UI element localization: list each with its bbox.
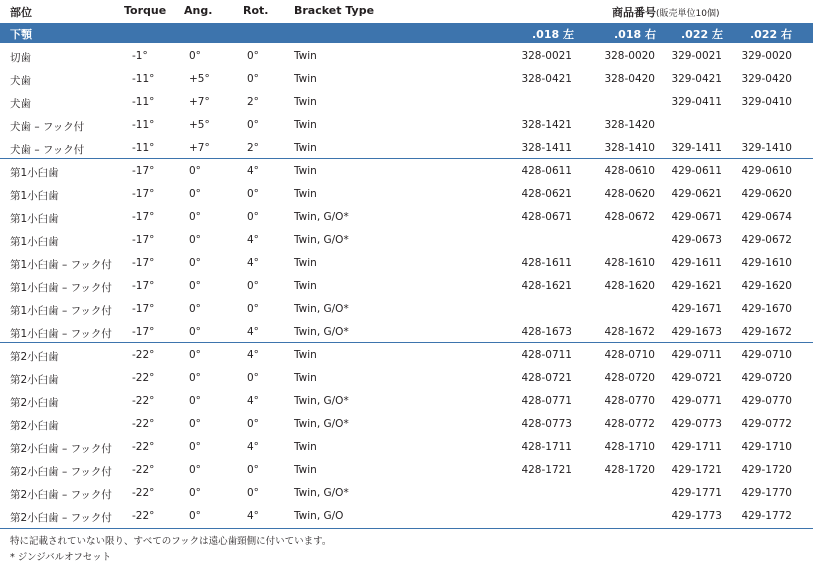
cell-022-right: 329-0020 xyxy=(741,50,792,62)
cell-rotation: 0° xyxy=(247,418,259,430)
col-018-right: .018 右 xyxy=(614,28,656,41)
cell-018-left: 328-1411 xyxy=(521,142,572,154)
cell-022-left: 429-0721 xyxy=(671,372,722,384)
group-divider xyxy=(0,158,813,159)
cell-torque: -22° xyxy=(132,510,155,522)
footnote-hooks: 特に記載されていない限り、すべてのフックは遠心歯頸側に付いています。 xyxy=(10,536,332,547)
cell-position: 犬歯 xyxy=(10,98,31,110)
cell-018-right: 428-1610 xyxy=(604,257,655,269)
cell-022-right: 429-0610 xyxy=(741,165,792,177)
cell-022-left: 429-1671 xyxy=(671,303,722,315)
cell-bracket-type: Twin xyxy=(294,464,317,476)
cell-torque: -17° xyxy=(132,303,155,315)
cell-018-left: 428-0611 xyxy=(521,165,572,177)
table-row xyxy=(0,183,813,206)
cell-position: 第1小臼歯 – フック付 xyxy=(10,282,112,294)
header-torque: Torque xyxy=(124,4,167,17)
cell-022-left: 429-0671 xyxy=(671,211,722,223)
cell-018-left: 428-0721 xyxy=(521,372,572,384)
cell-018-right: 428-1720 xyxy=(604,464,655,476)
cell-022-right: 429-0674 xyxy=(741,211,792,223)
cell-torque: -17° xyxy=(132,234,155,246)
cell-022-left: 429-0711 xyxy=(671,349,722,361)
cell-rotation: 4° xyxy=(247,257,259,269)
cell-022-right: 429-0770 xyxy=(741,395,792,407)
cell-022-left: 329-0021 xyxy=(671,50,722,62)
cell-position: 第1小臼歯 – フック付 xyxy=(10,305,112,317)
cell-position: 第2小臼歯 – フック付 xyxy=(10,466,112,478)
table-bottom-rule xyxy=(0,528,813,529)
cell-022-left: 429-1771 xyxy=(671,487,722,499)
cell-018-right: 428-0770 xyxy=(604,395,655,407)
cell-torque: -22° xyxy=(132,464,155,476)
table-header xyxy=(0,0,813,22)
cell-018-right: 428-0772 xyxy=(604,418,655,430)
table-row xyxy=(0,206,813,229)
cell-022-right: 429-0720 xyxy=(741,372,792,384)
cell-bracket-type: Twin, G/O* xyxy=(294,487,349,499)
cell-torque: -17° xyxy=(132,326,155,338)
cell-angulation: 0° xyxy=(189,257,201,269)
cell-position: 第2小臼歯 – フック付 xyxy=(10,512,112,524)
table-row xyxy=(0,68,813,91)
cell-torque: -22° xyxy=(132,487,155,499)
cell-022-left: 329-0411 xyxy=(671,96,722,108)
header-bracket-type: Bracket Type xyxy=(294,4,375,17)
cell-angulation: 0° xyxy=(189,510,201,522)
cell-rotation: 0° xyxy=(247,280,259,292)
cell-angulation: 0° xyxy=(189,280,201,292)
table-row xyxy=(0,275,813,298)
cell-position: 犬歯 – フック付 xyxy=(10,144,85,156)
cell-bracket-type: Twin, G/O* xyxy=(294,418,349,430)
cell-position: 第2小臼歯 xyxy=(10,420,59,432)
cell-rotation: 4° xyxy=(247,165,259,177)
cell-torque: -17° xyxy=(132,188,155,200)
cell-022-right: 429-1620 xyxy=(741,280,792,292)
table-row xyxy=(0,459,813,482)
table-row xyxy=(0,298,813,321)
cell-018-right: 428-1672 xyxy=(604,326,655,338)
cell-rotation: 0° xyxy=(247,303,259,315)
table-row xyxy=(0,252,813,275)
cell-bracket-type: Twin, G/O* xyxy=(294,211,349,223)
cell-rotation: 4° xyxy=(247,395,259,407)
cell-rotation: 0° xyxy=(247,73,259,85)
table-row xyxy=(0,436,813,459)
sales-unit-label: (販売単位10個) xyxy=(656,9,720,19)
col-022-right: .022 右 xyxy=(750,28,792,41)
cell-022-right: 329-0420 xyxy=(741,73,792,85)
cell-018-left: 328-1421 xyxy=(521,119,572,131)
cell-position: 第1小臼歯 xyxy=(10,236,59,248)
cell-torque: -1° xyxy=(132,50,148,62)
cell-bracket-type: Twin xyxy=(294,280,317,292)
header-rotation: Rot. xyxy=(243,4,269,17)
cell-022-left: 429-1673 xyxy=(671,326,722,338)
cell-018-right: 428-0620 xyxy=(604,188,655,200)
cell-022-right: 429-1770 xyxy=(741,487,792,499)
cell-torque: -11° xyxy=(132,142,155,154)
cell-angulation: 0° xyxy=(189,188,201,200)
cell-position: 第2小臼歯 – フック付 xyxy=(10,443,112,455)
cell-018-right: 428-1710 xyxy=(604,441,655,453)
cell-torque: -22° xyxy=(132,372,155,384)
cell-torque: -17° xyxy=(132,165,155,177)
cell-022-right: 429-1610 xyxy=(741,257,792,269)
cell-018-left: 428-0773 xyxy=(521,418,572,430)
cell-rotation: 0° xyxy=(247,119,259,131)
table-row xyxy=(0,413,813,436)
cell-angulation: +5° xyxy=(189,119,210,131)
cell-018-left: 428-0621 xyxy=(521,188,572,200)
cell-bracket-type: Twin, G/O* xyxy=(294,234,349,246)
cell-018-left: 428-1621 xyxy=(521,280,572,292)
col-022-left: .022 左 xyxy=(681,28,723,41)
cell-bracket-type: Twin xyxy=(294,96,317,108)
cell-022-left: 429-0621 xyxy=(671,188,722,200)
cell-torque: -22° xyxy=(132,349,155,361)
cell-022-left: 429-1773 xyxy=(671,510,722,522)
cell-018-left: 428-0771 xyxy=(521,395,572,407)
cell-022-right: 429-0620 xyxy=(741,188,792,200)
cell-position: 第1小臼歯 – フック付 xyxy=(10,259,112,271)
cell-torque: -11° xyxy=(132,119,155,131)
col-018-left: .018 左 xyxy=(532,28,574,41)
cell-022-right: 429-1670 xyxy=(741,303,792,315)
cell-angulation: 0° xyxy=(189,211,201,223)
cell-torque: -17° xyxy=(132,257,155,269)
cell-angulation: +7° xyxy=(189,142,210,154)
cell-018-right: 428-0720 xyxy=(604,372,655,384)
cell-018-left: 428-1673 xyxy=(521,326,572,338)
cell-022-left: 329-0421 xyxy=(671,73,722,85)
part-number-label: 商品番号 xyxy=(612,6,656,19)
cell-018-right: 328-0420 xyxy=(604,73,655,85)
cell-torque: -22° xyxy=(132,395,155,407)
cell-022-left: 429-1621 xyxy=(671,280,722,292)
cell-torque: -11° xyxy=(132,96,155,108)
cell-022-left: 429-0611 xyxy=(671,165,722,177)
cell-rotation: 0° xyxy=(247,50,259,62)
footnote-gingival-offset: * ジンジバルオフセット xyxy=(10,552,112,563)
cell-018-left: 328-0421 xyxy=(521,73,572,85)
table-row xyxy=(0,137,813,160)
cell-rotation: 4° xyxy=(247,234,259,246)
cell-022-right: 429-0772 xyxy=(741,418,792,430)
cell-bracket-type: Twin xyxy=(294,50,317,62)
cell-022-left: 429-1711 xyxy=(671,441,722,453)
cell-018-right: 428-0710 xyxy=(604,349,655,361)
cell-position: 第1小臼歯 xyxy=(10,167,59,179)
table-row xyxy=(0,321,813,344)
cell-torque: -22° xyxy=(132,441,155,453)
cell-018-left: 428-1611 xyxy=(521,257,572,269)
cell-position: 第1小臼歯 xyxy=(10,190,59,202)
cell-bracket-type: Twin, G/O xyxy=(294,510,344,522)
cell-angulation: 0° xyxy=(189,487,201,499)
cell-bracket-type: Twin xyxy=(294,73,317,85)
cell-rotation: 4° xyxy=(247,510,259,522)
cell-022-right: 429-0710 xyxy=(741,349,792,361)
cell-angulation: 0° xyxy=(189,326,201,338)
cell-018-right: 428-0610 xyxy=(604,165,655,177)
cell-rotation: 0° xyxy=(247,487,259,499)
cell-bracket-type: Twin xyxy=(294,119,317,131)
table-row xyxy=(0,91,813,114)
table-row xyxy=(0,229,813,252)
cell-018-right: 428-0672 xyxy=(604,211,655,223)
cell-position: 第2小臼歯 xyxy=(10,374,59,386)
cell-rotation: 4° xyxy=(247,349,259,361)
section-title: 下顎 xyxy=(10,28,32,41)
cell-022-right: 329-1410 xyxy=(741,142,792,154)
cell-bracket-type: Twin, G/O* xyxy=(294,303,349,315)
cell-rotation: 0° xyxy=(247,464,259,476)
cell-position: 第2小臼歯 xyxy=(10,351,59,363)
cell-022-right: 429-1710 xyxy=(741,441,792,453)
cell-angulation: 0° xyxy=(189,372,201,384)
cell-angulation: +5° xyxy=(189,73,210,85)
cell-018-left: 328-0021 xyxy=(521,50,572,62)
cell-angulation: 0° xyxy=(189,50,201,62)
cell-bracket-type: Twin xyxy=(294,372,317,384)
table-row xyxy=(0,482,813,505)
cell-angulation: 0° xyxy=(189,165,201,177)
cell-angulation: 0° xyxy=(189,349,201,361)
cell-018-left: 428-0711 xyxy=(521,349,572,361)
table-row xyxy=(0,344,813,367)
table-row xyxy=(0,505,813,528)
cell-rotation: 0° xyxy=(247,211,259,223)
header-position: 部位 xyxy=(10,6,32,19)
cell-bracket-type: Twin xyxy=(294,257,317,269)
cell-018-right: 328-0020 xyxy=(604,50,655,62)
cell-bracket-type: Twin, G/O* xyxy=(294,395,349,407)
cell-022-right: 429-0672 xyxy=(741,234,792,246)
cell-022-right: 329-0410 xyxy=(741,96,792,108)
cell-position: 第2小臼歯 – フック付 xyxy=(10,489,112,501)
cell-018-left: 428-1721 xyxy=(521,464,572,476)
cell-rotation: 2° xyxy=(247,142,259,154)
cell-bracket-type: Twin xyxy=(294,349,317,361)
table-row xyxy=(0,390,813,413)
table-row xyxy=(0,160,813,183)
cell-018-right: 328-1420 xyxy=(604,119,655,131)
cell-torque: -22° xyxy=(132,418,155,430)
cell-018-right: 428-1620 xyxy=(604,280,655,292)
cell-torque: -11° xyxy=(132,73,155,85)
section-band xyxy=(0,23,813,43)
cell-rotation: 0° xyxy=(247,372,259,384)
cell-position: 犬歯 xyxy=(10,75,31,87)
cell-022-right: 429-1720 xyxy=(741,464,792,476)
cell-rotation: 4° xyxy=(247,441,259,453)
cell-rotation: 0° xyxy=(247,188,259,200)
cell-bracket-type: Twin xyxy=(294,441,317,453)
cell-position: 第1小臼歯 xyxy=(10,213,59,225)
cell-bracket-type: Twin, G/O* xyxy=(294,326,349,338)
cell-022-left: 429-0771 xyxy=(671,395,722,407)
cell-018-right: 328-1410 xyxy=(604,142,655,154)
header-part-number xyxy=(612,4,719,20)
header-angulation: Ang. xyxy=(184,4,213,17)
cell-022-right: 429-1772 xyxy=(741,510,792,522)
cell-angulation: 0° xyxy=(189,418,201,430)
cell-position: 切歯 xyxy=(10,52,31,64)
cell-angulation: 0° xyxy=(189,464,201,476)
cell-position: 犬歯 – フック付 xyxy=(10,121,85,133)
cell-torque: -17° xyxy=(132,280,155,292)
cell-position: 第2小臼歯 xyxy=(10,397,59,409)
cell-rotation: 4° xyxy=(247,326,259,338)
cell-022-left: 329-1411 xyxy=(671,142,722,154)
cell-022-right: 429-1672 xyxy=(741,326,792,338)
table-row xyxy=(0,45,813,68)
cell-bracket-type: Twin xyxy=(294,165,317,177)
cell-angulation: +7° xyxy=(189,96,210,108)
cell-022-left: 429-1611 xyxy=(671,257,722,269)
cell-018-left: 428-1711 xyxy=(521,441,572,453)
cell-022-left: 429-1721 xyxy=(671,464,722,476)
cell-torque: -17° xyxy=(132,211,155,223)
cell-018-left: 428-0671 xyxy=(521,211,572,223)
cell-bracket-type: Twin xyxy=(294,188,317,200)
cell-angulation: 0° xyxy=(189,395,201,407)
table-row xyxy=(0,367,813,390)
cell-rotation: 2° xyxy=(247,96,259,108)
cell-angulation: 0° xyxy=(189,234,201,246)
cell-022-left: 429-0773 xyxy=(671,418,722,430)
group-divider xyxy=(0,342,813,343)
cell-022-left: 429-0673 xyxy=(671,234,722,246)
cell-bracket-type: Twin xyxy=(294,142,317,154)
table-row xyxy=(0,114,813,137)
cell-angulation: 0° xyxy=(189,441,201,453)
cell-angulation: 0° xyxy=(189,303,201,315)
cell-position: 第1小臼歯 – フック付 xyxy=(10,328,112,340)
